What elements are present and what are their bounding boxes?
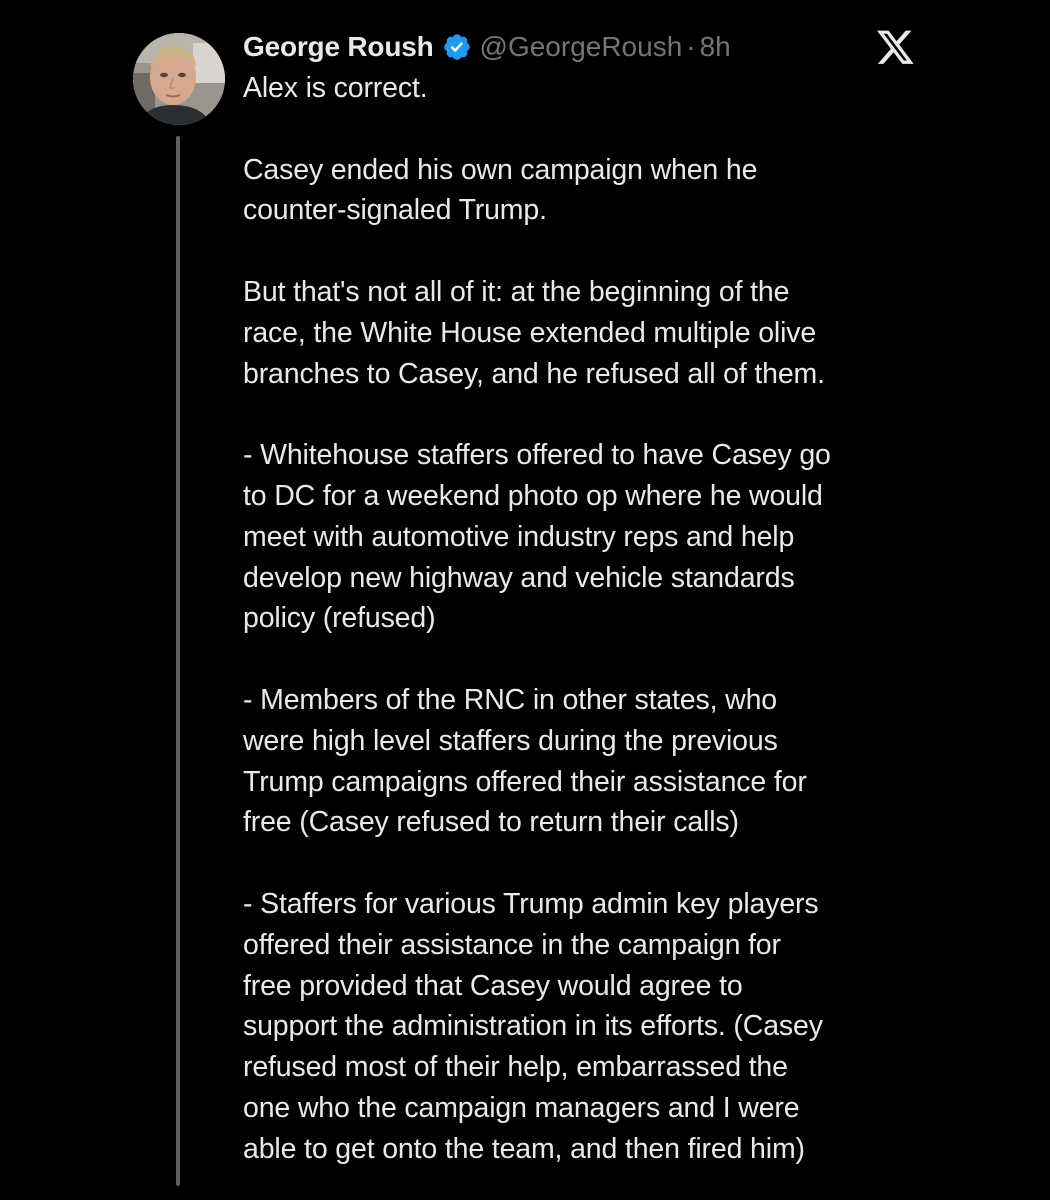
paragraph [243, 68, 943, 109]
text-line: refused most of their help, embarrassed the [243, 1051, 788, 1084]
paragraph [243, 884, 943, 1170]
text-line: policy (refused) [243, 602, 436, 635]
text-line: counter-signaled Trump. [243, 194, 547, 227]
text-line: - Whitehouse staffers offered to have Casey go [243, 439, 831, 472]
text-line: were high level staffers during the previous [243, 724, 778, 757]
verified-badge-icon [442, 32, 472, 62]
text-line: meet with automotive industry reps and help [243, 520, 795, 553]
x-logo-icon [877, 30, 915, 66]
text-line: Casey ended his own campaign when he [243, 153, 758, 186]
text-line: Alex is correct. [243, 72, 428, 104]
author-name[interactable]: George Roush [243, 31, 434, 62]
tweet-text [243, 68, 943, 1170]
paragraph [243, 435, 943, 639]
text-line: - Members of the RNC in other states, who [243, 683, 777, 716]
text-line: support the administration in its efforts. (Casey [243, 1010, 823, 1043]
paragraph [243, 680, 943, 843]
text-line: free (Casey refused to return their calls) [243, 806, 739, 839]
paragraph [243, 272, 943, 394]
text-line: race, the White House extended multiple olive [243, 316, 817, 349]
text-line: able to get onto the team, and then fired him) [243, 1132, 805, 1165]
text-line: free provided that Casey would agree to [243, 969, 743, 1002]
text-line: But that's not all of it: at the beginning of the [243, 275, 790, 308]
paragraph [243, 150, 943, 232]
text-line: to DC for a weekend photo op where he would [243, 479, 823, 512]
timestamp[interactable]: 8h [699, 31, 731, 62]
avatar[interactable] [133, 33, 225, 125]
text-line: Trump campaigns offered their assistance for [243, 765, 807, 798]
thread-line [176, 136, 180, 1186]
text-line: develop new highway and vehicle standards [243, 561, 795, 594]
text-line: one who the campaign managers and I were [243, 1091, 800, 1124]
tweet-header [243, 28, 731, 66]
text-line: branches to Casey, and he refused all of them. [243, 357, 825, 390]
author-handle[interactable]: @GeorgeRoush [479, 31, 683, 62]
separator-dot: · [686, 31, 696, 62]
text-line: offered their assistance in the campaign for [243, 928, 781, 961]
text-line: - Staffers for various Trump admin key players [243, 887, 819, 920]
